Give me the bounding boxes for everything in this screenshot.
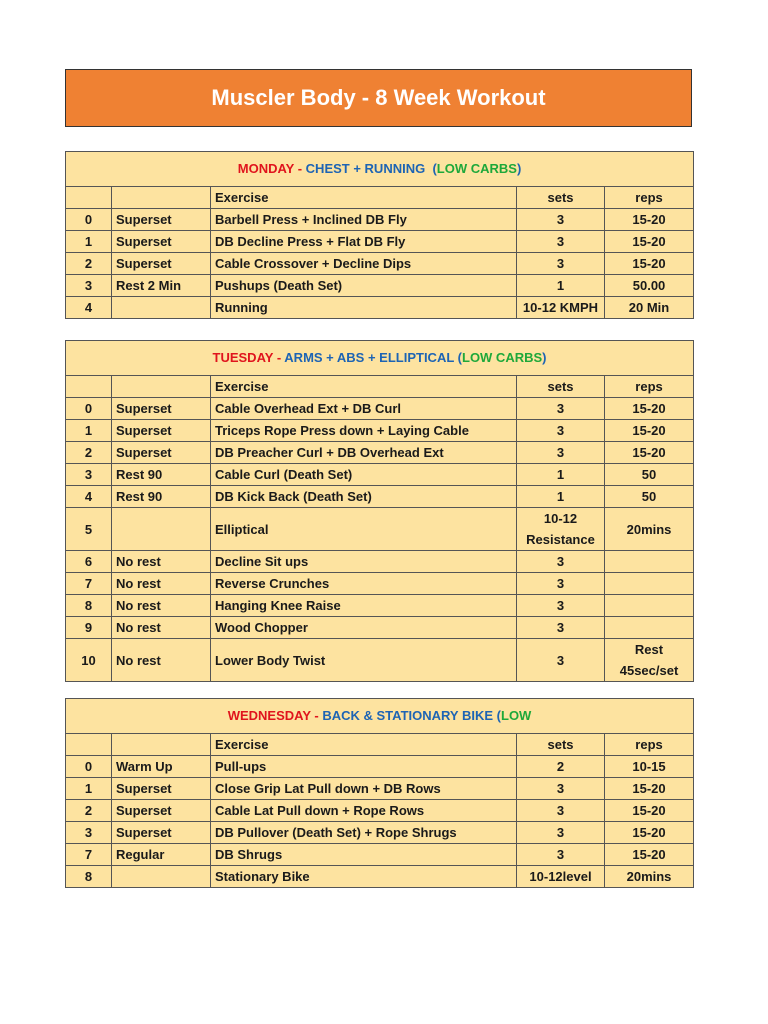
row-exercise: DB Kick Back (Death Set) bbox=[211, 486, 517, 508]
row-type: No rest bbox=[112, 573, 211, 595]
paren-close: ) bbox=[516, 161, 522, 176]
row-number: 7 bbox=[66, 844, 112, 866]
row-reps bbox=[605, 551, 694, 573]
row-number: 2 bbox=[66, 253, 112, 275]
column-header-reps: reps bbox=[605, 734, 694, 756]
table-row bbox=[66, 398, 694, 420]
row-sets: 1 bbox=[517, 275, 605, 297]
row-exercise: Cable Curl (Death Set) bbox=[211, 464, 517, 486]
row-exercise: Barbell Press + Inclined DB Fly bbox=[211, 209, 517, 231]
row-number: 0 bbox=[66, 398, 112, 420]
row-reps: 15-20 bbox=[605, 398, 694, 420]
row-exercise: Close Grip Lat Pull down + DB Rows bbox=[211, 778, 517, 800]
row-reps bbox=[605, 595, 694, 617]
table-row bbox=[66, 639, 694, 682]
row-reps: 15-20 bbox=[605, 420, 694, 442]
row-number: 3 bbox=[66, 275, 112, 297]
table-row bbox=[66, 442, 694, 464]
table-row bbox=[66, 756, 694, 778]
row-exercise: Wood Chopper bbox=[211, 617, 517, 639]
row-type: Superset bbox=[112, 420, 211, 442]
row-sets: 3 bbox=[517, 398, 605, 420]
row-number: 9 bbox=[66, 617, 112, 639]
table-row bbox=[66, 595, 694, 617]
day-table-monday bbox=[65, 151, 694, 319]
day-diet: LOW CARBS bbox=[436, 161, 517, 176]
row-exercise: Cable Crossover + Decline Dips bbox=[211, 253, 517, 275]
day-name: MONDAY bbox=[237, 161, 295, 176]
row-exercise: Triceps Rope Press down + Laying Cable bbox=[211, 420, 517, 442]
row-sets: 3 bbox=[517, 442, 605, 464]
row-sets: 3 bbox=[517, 209, 605, 231]
row-type: Superset bbox=[112, 822, 211, 844]
row-type: Superset bbox=[112, 253, 211, 275]
row-number: 10 bbox=[66, 639, 112, 682]
row-exercise: Lower Body Twist bbox=[211, 639, 517, 682]
row-number: 1 bbox=[66, 778, 112, 800]
row-sets: 3 bbox=[517, 778, 605, 800]
day-focus: BACK & STATIONARY BIKE bbox=[322, 708, 494, 723]
row-reps: Rest 45sec/set bbox=[605, 639, 694, 682]
row-type: Rest 90 bbox=[112, 464, 211, 486]
row-sets: 10-12 Resistance bbox=[517, 508, 605, 551]
table-row bbox=[66, 486, 694, 508]
table-row bbox=[66, 551, 694, 573]
table-row bbox=[66, 297, 694, 319]
day-separator: - bbox=[294, 161, 306, 176]
row-exercise: DB Preacher Curl + DB Overhead Ext bbox=[211, 442, 517, 464]
column-header-blank bbox=[112, 734, 211, 756]
row-sets: 3 bbox=[517, 420, 605, 442]
table-row bbox=[66, 508, 694, 551]
row-exercise: Pushups (Death Set) bbox=[211, 275, 517, 297]
row-exercise: Running bbox=[211, 297, 517, 319]
day-table-wednesday bbox=[65, 698, 694, 888]
row-number: 2 bbox=[66, 442, 112, 464]
table-row bbox=[66, 231, 694, 253]
row-exercise: Elliptical bbox=[211, 508, 517, 551]
row-number: 1 bbox=[66, 231, 112, 253]
column-header-blank bbox=[66, 734, 112, 756]
row-sets: 3 bbox=[517, 595, 605, 617]
row-reps: 50.00 bbox=[605, 275, 694, 297]
column-header-reps: reps bbox=[605, 187, 694, 209]
table-row bbox=[66, 800, 694, 822]
row-type: No rest bbox=[112, 551, 211, 573]
day-table-tuesday bbox=[65, 340, 694, 682]
row-reps: 10-15 bbox=[605, 756, 694, 778]
row-reps: 15-20 bbox=[605, 800, 694, 822]
row-reps: 50 bbox=[605, 464, 694, 486]
table-row bbox=[66, 209, 694, 231]
row-type: No rest bbox=[112, 639, 211, 682]
table-row bbox=[66, 778, 694, 800]
table-row bbox=[66, 253, 694, 275]
day-name: WEDNESDAY bbox=[227, 708, 311, 723]
row-number: 0 bbox=[66, 756, 112, 778]
row-type: Warm Up bbox=[112, 756, 211, 778]
row-sets: 3 bbox=[517, 639, 605, 682]
column-header-blank bbox=[66, 376, 112, 398]
column-header-blank bbox=[112, 376, 211, 398]
row-exercise: Decline Sit ups bbox=[211, 551, 517, 573]
row-exercise: Pull-ups bbox=[211, 756, 517, 778]
row-number: 1 bbox=[66, 420, 112, 442]
row-sets: 1 bbox=[517, 464, 605, 486]
row-reps: 20 Min bbox=[605, 297, 694, 319]
row-sets: 3 bbox=[517, 551, 605, 573]
row-sets: 3 bbox=[517, 253, 605, 275]
page-title: Muscler Body - 8 Week Workout bbox=[65, 69, 692, 127]
row-number: 0 bbox=[66, 209, 112, 231]
row-type: Superset bbox=[112, 800, 211, 822]
row-type: Rest 2 Min bbox=[112, 275, 211, 297]
row-number: 3 bbox=[66, 822, 112, 844]
row-type: Superset bbox=[112, 231, 211, 253]
paren-open: ( bbox=[428, 161, 437, 176]
table-row bbox=[66, 617, 694, 639]
row-reps: 20mins bbox=[605, 866, 694, 888]
row-number: 7 bbox=[66, 573, 112, 595]
row-reps: 15-20 bbox=[605, 822, 694, 844]
row-number: 3 bbox=[66, 464, 112, 486]
row-sets: 3 bbox=[517, 800, 605, 822]
row-number: 8 bbox=[66, 866, 112, 888]
table-row bbox=[66, 822, 694, 844]
day-focus: ARMS + ABS + ELLIPTICAL bbox=[284, 350, 455, 365]
row-number: 4 bbox=[66, 297, 112, 319]
column-header-blank bbox=[66, 187, 112, 209]
row-type: Superset bbox=[112, 398, 211, 420]
row-number: 4 bbox=[66, 486, 112, 508]
row-exercise: DB Pullover (Death Set) + Rope Shrugs bbox=[211, 822, 517, 844]
row-type: Superset bbox=[112, 442, 211, 464]
column-header-sets: sets bbox=[517, 376, 605, 398]
row-sets: 1 bbox=[517, 486, 605, 508]
row-sets: 3 bbox=[517, 844, 605, 866]
day-diet: LOW CARBS bbox=[462, 350, 543, 365]
column-header-exercise: Exercise bbox=[211, 187, 517, 209]
row-type: Superset bbox=[112, 209, 211, 231]
row-reps: 20mins bbox=[605, 508, 694, 551]
day-separator: - bbox=[310, 708, 323, 723]
row-exercise: Cable Lat Pull down + Rope Rows bbox=[211, 800, 517, 822]
row-number: 8 bbox=[66, 595, 112, 617]
row-type bbox=[112, 866, 211, 888]
table-row bbox=[66, 275, 694, 297]
row-sets: 10-12level bbox=[517, 866, 605, 888]
row-reps: 50 bbox=[605, 486, 694, 508]
row-exercise: Stationary Bike bbox=[211, 866, 517, 888]
day-header bbox=[66, 699, 694, 734]
day-separator: - bbox=[273, 350, 285, 365]
row-reps: 15-20 bbox=[605, 778, 694, 800]
row-type bbox=[112, 297, 211, 319]
row-number: 6 bbox=[66, 551, 112, 573]
column-header-blank bbox=[112, 187, 211, 209]
table-row bbox=[66, 464, 694, 486]
row-type bbox=[112, 508, 211, 551]
table-row bbox=[66, 420, 694, 442]
column-header-sets: sets bbox=[517, 187, 605, 209]
row-exercise: DB Shrugs bbox=[211, 844, 517, 866]
row-type: Rest 90 bbox=[112, 486, 211, 508]
row-exercise: Hanging Knee Raise bbox=[211, 595, 517, 617]
column-header-reps: reps bbox=[605, 376, 694, 398]
day-name: TUESDAY bbox=[212, 350, 274, 365]
row-reps: 15-20 bbox=[605, 231, 694, 253]
row-number: 2 bbox=[66, 800, 112, 822]
paren-open: ( bbox=[454, 350, 462, 365]
day-header bbox=[66, 152, 694, 187]
paren-close: ) bbox=[542, 350, 547, 365]
row-reps: 15-20 bbox=[605, 209, 694, 231]
row-sets: 2 bbox=[517, 756, 605, 778]
paren-open: ( bbox=[493, 708, 501, 723]
column-header-exercise: Exercise bbox=[211, 734, 517, 756]
table-row bbox=[66, 844, 694, 866]
row-type: Superset bbox=[112, 778, 211, 800]
row-sets: 3 bbox=[517, 231, 605, 253]
day-diet: LOW bbox=[501, 708, 532, 723]
table-row bbox=[66, 866, 694, 888]
row-sets: 3 bbox=[517, 822, 605, 844]
row-reps bbox=[605, 573, 694, 595]
row-type: No rest bbox=[112, 595, 211, 617]
day-header bbox=[66, 341, 694, 376]
row-exercise: DB Decline Press + Flat DB Fly bbox=[211, 231, 517, 253]
row-reps: 15-20 bbox=[605, 844, 694, 866]
row-type: No rest bbox=[112, 617, 211, 639]
table-row bbox=[66, 573, 694, 595]
row-exercise: Reverse Crunches bbox=[211, 573, 517, 595]
row-reps bbox=[605, 617, 694, 639]
column-header-sets: sets bbox=[517, 734, 605, 756]
column-header-exercise: Exercise bbox=[211, 376, 517, 398]
row-reps: 15-20 bbox=[605, 253, 694, 275]
row-sets: 3 bbox=[517, 617, 605, 639]
row-exercise: Cable Overhead Ext + DB Curl bbox=[211, 398, 517, 420]
row-reps: 15-20 bbox=[605, 442, 694, 464]
day-focus: CHEST + RUNNING bbox=[305, 161, 429, 176]
row-type: Regular bbox=[112, 844, 211, 866]
row-sets: 10-12 KMPH bbox=[517, 297, 605, 319]
row-number: 5 bbox=[66, 508, 112, 551]
row-sets: 3 bbox=[517, 573, 605, 595]
